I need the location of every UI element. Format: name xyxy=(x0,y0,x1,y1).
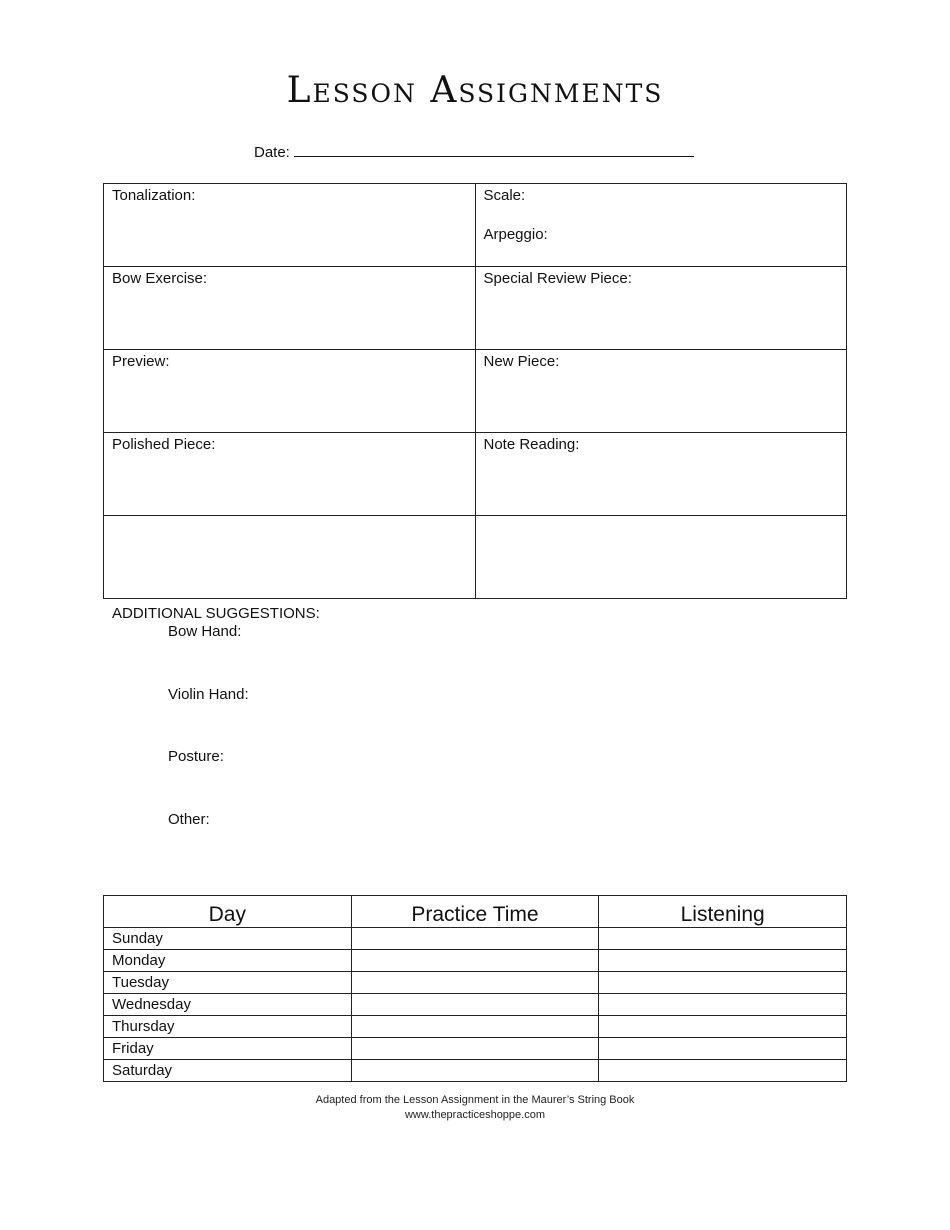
assignment-cell-right[interactable] xyxy=(475,516,847,599)
day-cell: Tuesday xyxy=(104,972,352,994)
day-cell: Friday xyxy=(104,1038,352,1060)
assignment-grid xyxy=(103,183,847,599)
assignment-row xyxy=(104,184,847,267)
practice-time-cell[interactable] xyxy=(351,950,599,972)
assignment-label: Tonalization: xyxy=(112,187,196,204)
assignment-row xyxy=(104,350,847,433)
practice-log-row xyxy=(104,1038,847,1060)
date-label: Date: xyxy=(254,144,290,161)
assignment-label: Bow Exercise: xyxy=(112,270,208,287)
suggestion-posture: Posture: xyxy=(168,748,224,765)
date-blank-line[interactable] xyxy=(294,142,694,157)
assignment-label: Scale: xyxy=(483,187,526,204)
day-cell: Saturday xyxy=(104,1060,352,1082)
footer-website: www.thepracticeshoppe.com xyxy=(404,1109,545,1121)
header-day: Day xyxy=(104,896,352,928)
assignment-label: New Piece: xyxy=(483,353,560,370)
assignment-cell-left[interactable] xyxy=(104,184,476,267)
listening-cell[interactable] xyxy=(599,1060,847,1082)
practice-log-row xyxy=(104,994,847,1016)
assignment-label: Special Review Piece: xyxy=(483,270,632,287)
suggestions-heading: ADDITIONAL SUGGESTIONS: xyxy=(112,605,320,622)
suggestion-violin-hand: Violin Hand: xyxy=(168,685,249,703)
footer-credit: Adapted from the Lesson Assignment in the Maurer’s String Book xyxy=(315,1094,635,1106)
assignment-cell-right[interactable] xyxy=(475,184,847,267)
assignment-cell-left[interactable] xyxy=(104,433,476,516)
footer xyxy=(0,1093,950,1123)
listening-cell[interactable] xyxy=(599,972,847,994)
assignment-sublabel: Arpeggio: xyxy=(483,226,548,243)
practice-time-cell[interactable] xyxy=(351,1038,599,1060)
assignment-label: Note Reading: xyxy=(483,436,580,453)
assignment-label: Polished Piece: xyxy=(112,436,216,453)
assignment-row xyxy=(104,516,847,599)
suggestion-bow-hand: Bow Hand: xyxy=(168,623,242,640)
assignment-cell-left[interactable] xyxy=(104,267,476,350)
listening-cell[interactable] xyxy=(599,1016,847,1038)
assignment-cell-right[interactable] xyxy=(475,267,847,350)
practice-time-cell[interactable] xyxy=(351,928,599,950)
page-title: Lesson Assignments xyxy=(286,70,664,111)
practice-log-header-row xyxy=(104,896,847,928)
header-practice-time: Practice Time xyxy=(351,896,599,928)
listening-cell[interactable] xyxy=(599,1038,847,1060)
listening-cell[interactable] xyxy=(599,994,847,1016)
assignment-cell-left[interactable] xyxy=(104,516,476,599)
day-cell: Wednesday xyxy=(104,994,352,1016)
practice-log-row xyxy=(104,972,847,994)
listening-cell[interactable] xyxy=(599,928,847,950)
practice-log-row xyxy=(104,928,847,950)
practice-log-table xyxy=(103,895,847,1082)
date-field[interactable] xyxy=(254,142,694,161)
suggestion-other: Other: xyxy=(168,810,210,828)
assignment-row xyxy=(104,267,847,350)
day-cell: Monday xyxy=(104,950,352,972)
day-cell: Thursday xyxy=(104,1016,352,1038)
practice-time-cell[interactable] xyxy=(351,1016,599,1038)
practice-log-row xyxy=(104,950,847,972)
practice-time-cell[interactable] xyxy=(351,994,599,1016)
assignment-cell-left[interactable] xyxy=(104,350,476,433)
listening-cell[interactable] xyxy=(599,950,847,972)
practice-time-cell[interactable] xyxy=(351,972,599,994)
assignment-cell-right[interactable] xyxy=(475,350,847,433)
additional-suggestions xyxy=(112,605,320,872)
header-listening: Listening xyxy=(599,896,847,928)
day-cell: Sunday xyxy=(104,928,352,950)
practice-log-row xyxy=(104,1016,847,1038)
assignment-row xyxy=(104,433,847,516)
practice-log-row xyxy=(104,1060,847,1082)
assignment-cell-right[interactable] xyxy=(475,433,847,516)
practice-time-cell[interactable] xyxy=(351,1060,599,1082)
assignment-label: Preview: xyxy=(112,353,170,370)
